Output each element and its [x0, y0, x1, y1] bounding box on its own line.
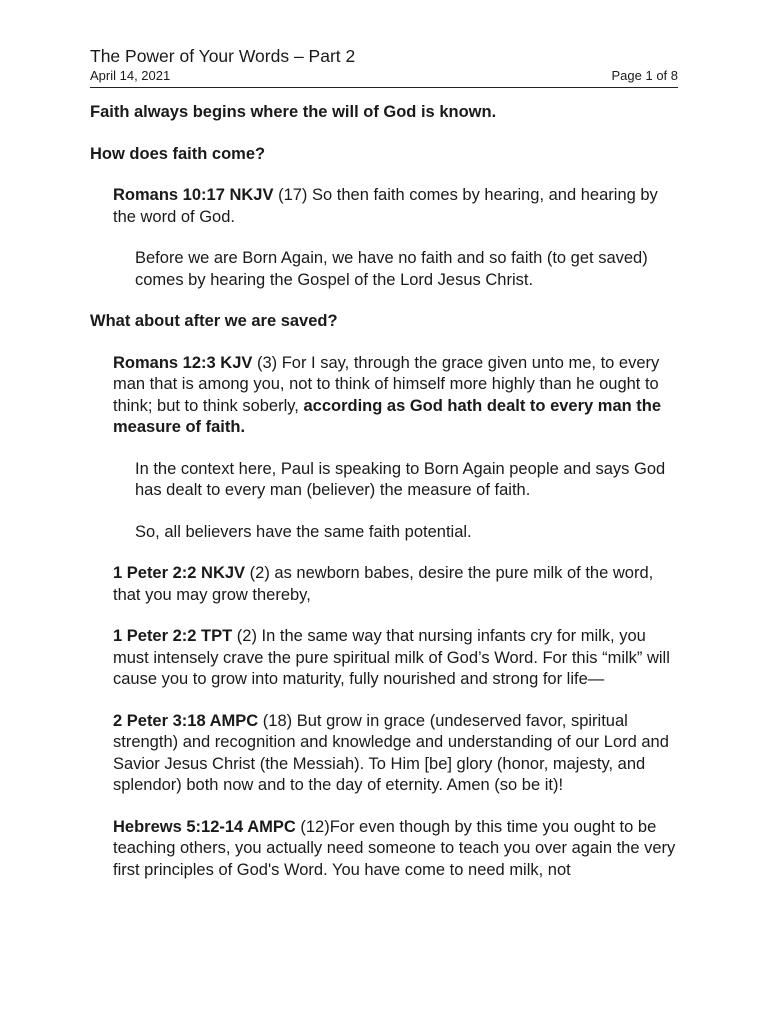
question-how-faith-comes: How does faith come?	[90, 144, 266, 163]
page-number: Page 1 of 8	[611, 68, 678, 83]
verse-reference: Romans 10:17 NKJV	[113, 186, 274, 204]
verse-2-peter-3-18	[113, 711, 680, 797]
question-after-saved: What about after we are saved?	[90, 312, 338, 330]
document-date: April 14, 2021	[90, 68, 171, 83]
verse-reference: Romans 12:3 KJV	[113, 353, 253, 372]
verse-romans-10-17	[113, 185, 680, 228]
document-title: The Power of Your Words – Part 2	[90, 46, 356, 66]
commentary-context: In the context here, Paul is speaking to Born Again people and says God has dealt to every man (believer) the measure of faith.	[135, 459, 666, 499]
verse-1-peter-2-2-tpt	[113, 626, 680, 691]
statement-faith-begins: Faith always begins where the will of God is known.	[90, 103, 497, 121]
verse-text: (2) as newborn babes, desire the pure milk of the word, that you may grow thereby,	[113, 564, 654, 604]
commentary-faith-potential: So, all believers have the same faith potential.	[135, 522, 472, 541]
verse-1-peter-2-2-nkjv	[113, 563, 680, 606]
commentary-born-again: Before we are Born Again, we have no faith and so faith (to get saved) comes by hearing the Gospel of the Lord Jesus Christ.	[135, 249, 648, 289]
verse-text: (12)For even though by this time you ought to be teaching others, you actually need someone to teach you over again the very first principles of God's Word. You have come to need milk, not	[113, 817, 676, 879]
verse-reference: 1 Peter 2:2 NKJV	[113, 564, 246, 582]
verse-reference: 1 Peter 2:2 TPT	[113, 627, 233, 645]
verse-reference: Hebrews 5:12-14 AMPC	[113, 817, 296, 836]
verse-text: (3) For I say, through the grace given unto me, to every man that is among you, not to think of himself more highly than he ought to think; but to think soberly,	[113, 353, 660, 415]
verse-reference: 2 Peter 3:18 AMPC	[113, 711, 259, 730]
verse-text: (18) But grow in grace (undeserved favor, spiritual strength) and recognition and knowledge and understanding of our Lord and Savior Jesus Christ (the Messiah). To Him [be] glory (honor, majesty, and splendor) both now and to the day of eternity. Amen (so be it)!	[113, 711, 669, 794]
verse-romans-12-3	[113, 353, 680, 439]
document-body	[90, 102, 680, 901]
verse-text: (17) So then faith comes by hearing, and hearing by the word of God.	[113, 186, 658, 226]
header-divider	[90, 87, 678, 88]
verse-text: (2) In the same way that nursing infants cry for milk, you must intensely crave the pure spiritual milk of God’s Word. For this “milk” will cause you to grow into maturity, fully nourished and strong for life—	[113, 627, 670, 688]
verse-emphasis: according as God hath dealt to every man the measure of faith.	[113, 396, 662, 436]
verse-hebrews-5-12-14	[113, 817, 680, 882]
